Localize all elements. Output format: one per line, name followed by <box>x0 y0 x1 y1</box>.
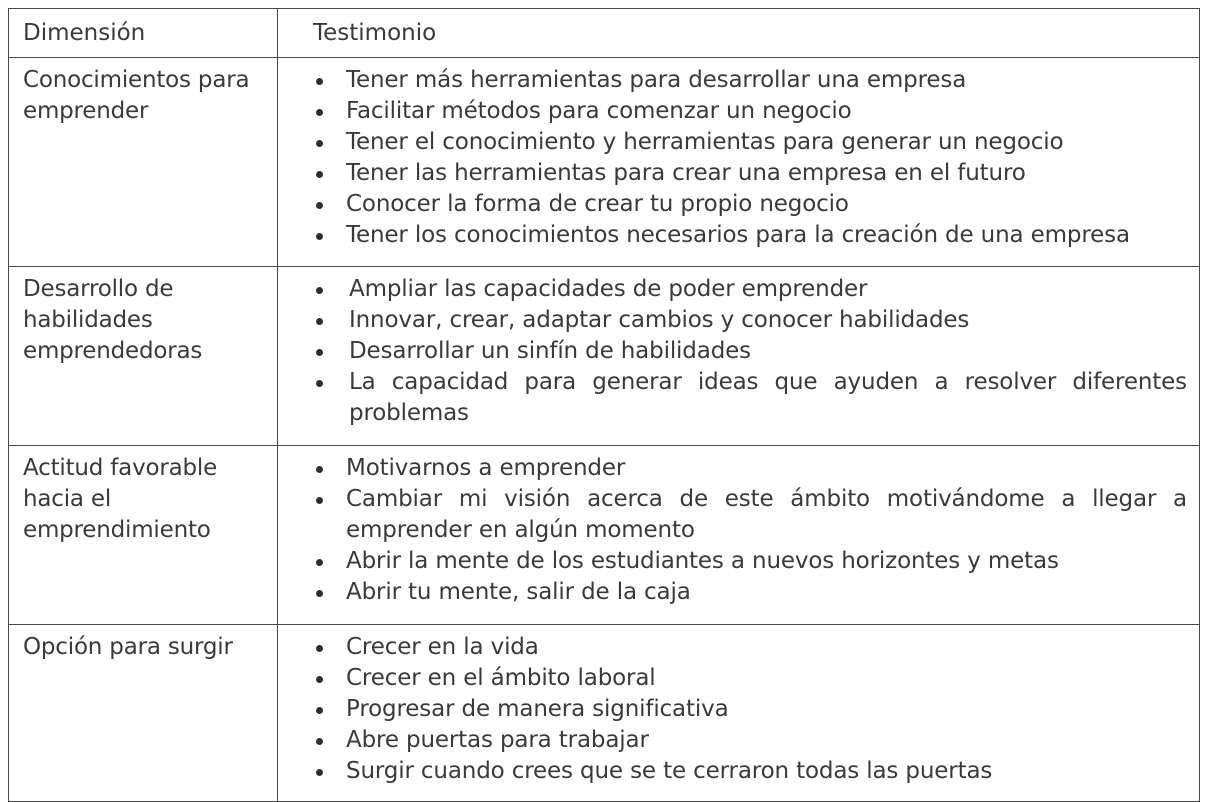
testimony-list <box>278 446 1199 608</box>
testimony-item: Facilitar métodos para comenzar un negocio <box>308 96 1187 127</box>
testimony-item: Surgir cuando crees que se te cerraron todas las puertas <box>308 756 1187 787</box>
dimension-cell: Actitud favorable hacia el emprendimiento <box>9 446 278 625</box>
testimony-item: Motivarnos a emprender <box>308 453 1187 484</box>
testimony-item: Cambiar mi visión acerca de este ámbito motivándome a llegar a emprender en algún momento <box>308 484 1187 546</box>
table-row <box>9 446 1200 625</box>
testimony-list <box>278 58 1199 251</box>
header-dimension: Dimensión <box>23 20 146 46</box>
dimension-cell: Opción para surgir <box>9 625 278 802</box>
table-row <box>9 267 1200 446</box>
header-dimension-cell <box>9 9 278 58</box>
dimension-cell: Desarrollo de habilidades emprendedoras <box>9 267 278 446</box>
testimony-item: Ampliar las capacidades de poder emprender <box>308 274 1187 305</box>
testimony-table <box>8 8 1200 802</box>
testimony-cell <box>278 446 1200 625</box>
testimony-list <box>278 625 1199 787</box>
testimony-item: Abre puertas para trabajar <box>308 725 1187 756</box>
testimony-cell <box>278 625 1200 802</box>
testimony-item: Tener las herramientas para crear una empresa en el futuro <box>308 158 1187 189</box>
testimony-item: Progresar de manera significativa <box>308 694 1187 725</box>
testimony-item: Abrir la mente de los estudiantes a nuevos horizontes y metas <box>308 546 1187 577</box>
header-testimony-cell <box>278 9 1200 58</box>
testimony-item: Abrir tu mente, salir de la caja <box>308 577 1187 608</box>
testimony-item: Innovar, crear, adaptar cambios y conocer habilidades <box>308 305 1187 336</box>
dimension-cell: Conocimientos para emprender <box>9 58 278 267</box>
testimony-cell <box>278 58 1200 267</box>
testimony-item: Conocer la forma de crear tu propio negocio <box>308 189 1187 220</box>
testimony-cell <box>278 267 1200 446</box>
testimony-item: La capacidad para generar ideas que ayuden a resolver diferentes problemas <box>308 367 1187 429</box>
table-row <box>9 58 1200 267</box>
testimony-item: Tener el conocimiento y herramientas para generar un negocio <box>308 127 1187 158</box>
testimony-item: Crecer en el ámbito laboral <box>308 663 1187 694</box>
header-testimony: Testimonio <box>313 20 437 46</box>
table-row <box>9 625 1200 802</box>
testimony-item: Crecer en la vida <box>308 632 1187 663</box>
table-header-row <box>9 9 1200 58</box>
testimony-item: Desarrollar un sinfín de habilidades <box>308 336 1187 367</box>
testimony-item: Tener más herramientas para desarrollar una empresa <box>308 65 1187 96</box>
testimony-item: Tener los conocimientos necesarios para la creación de una empresa <box>308 220 1187 251</box>
testimony-list <box>278 267 1199 429</box>
